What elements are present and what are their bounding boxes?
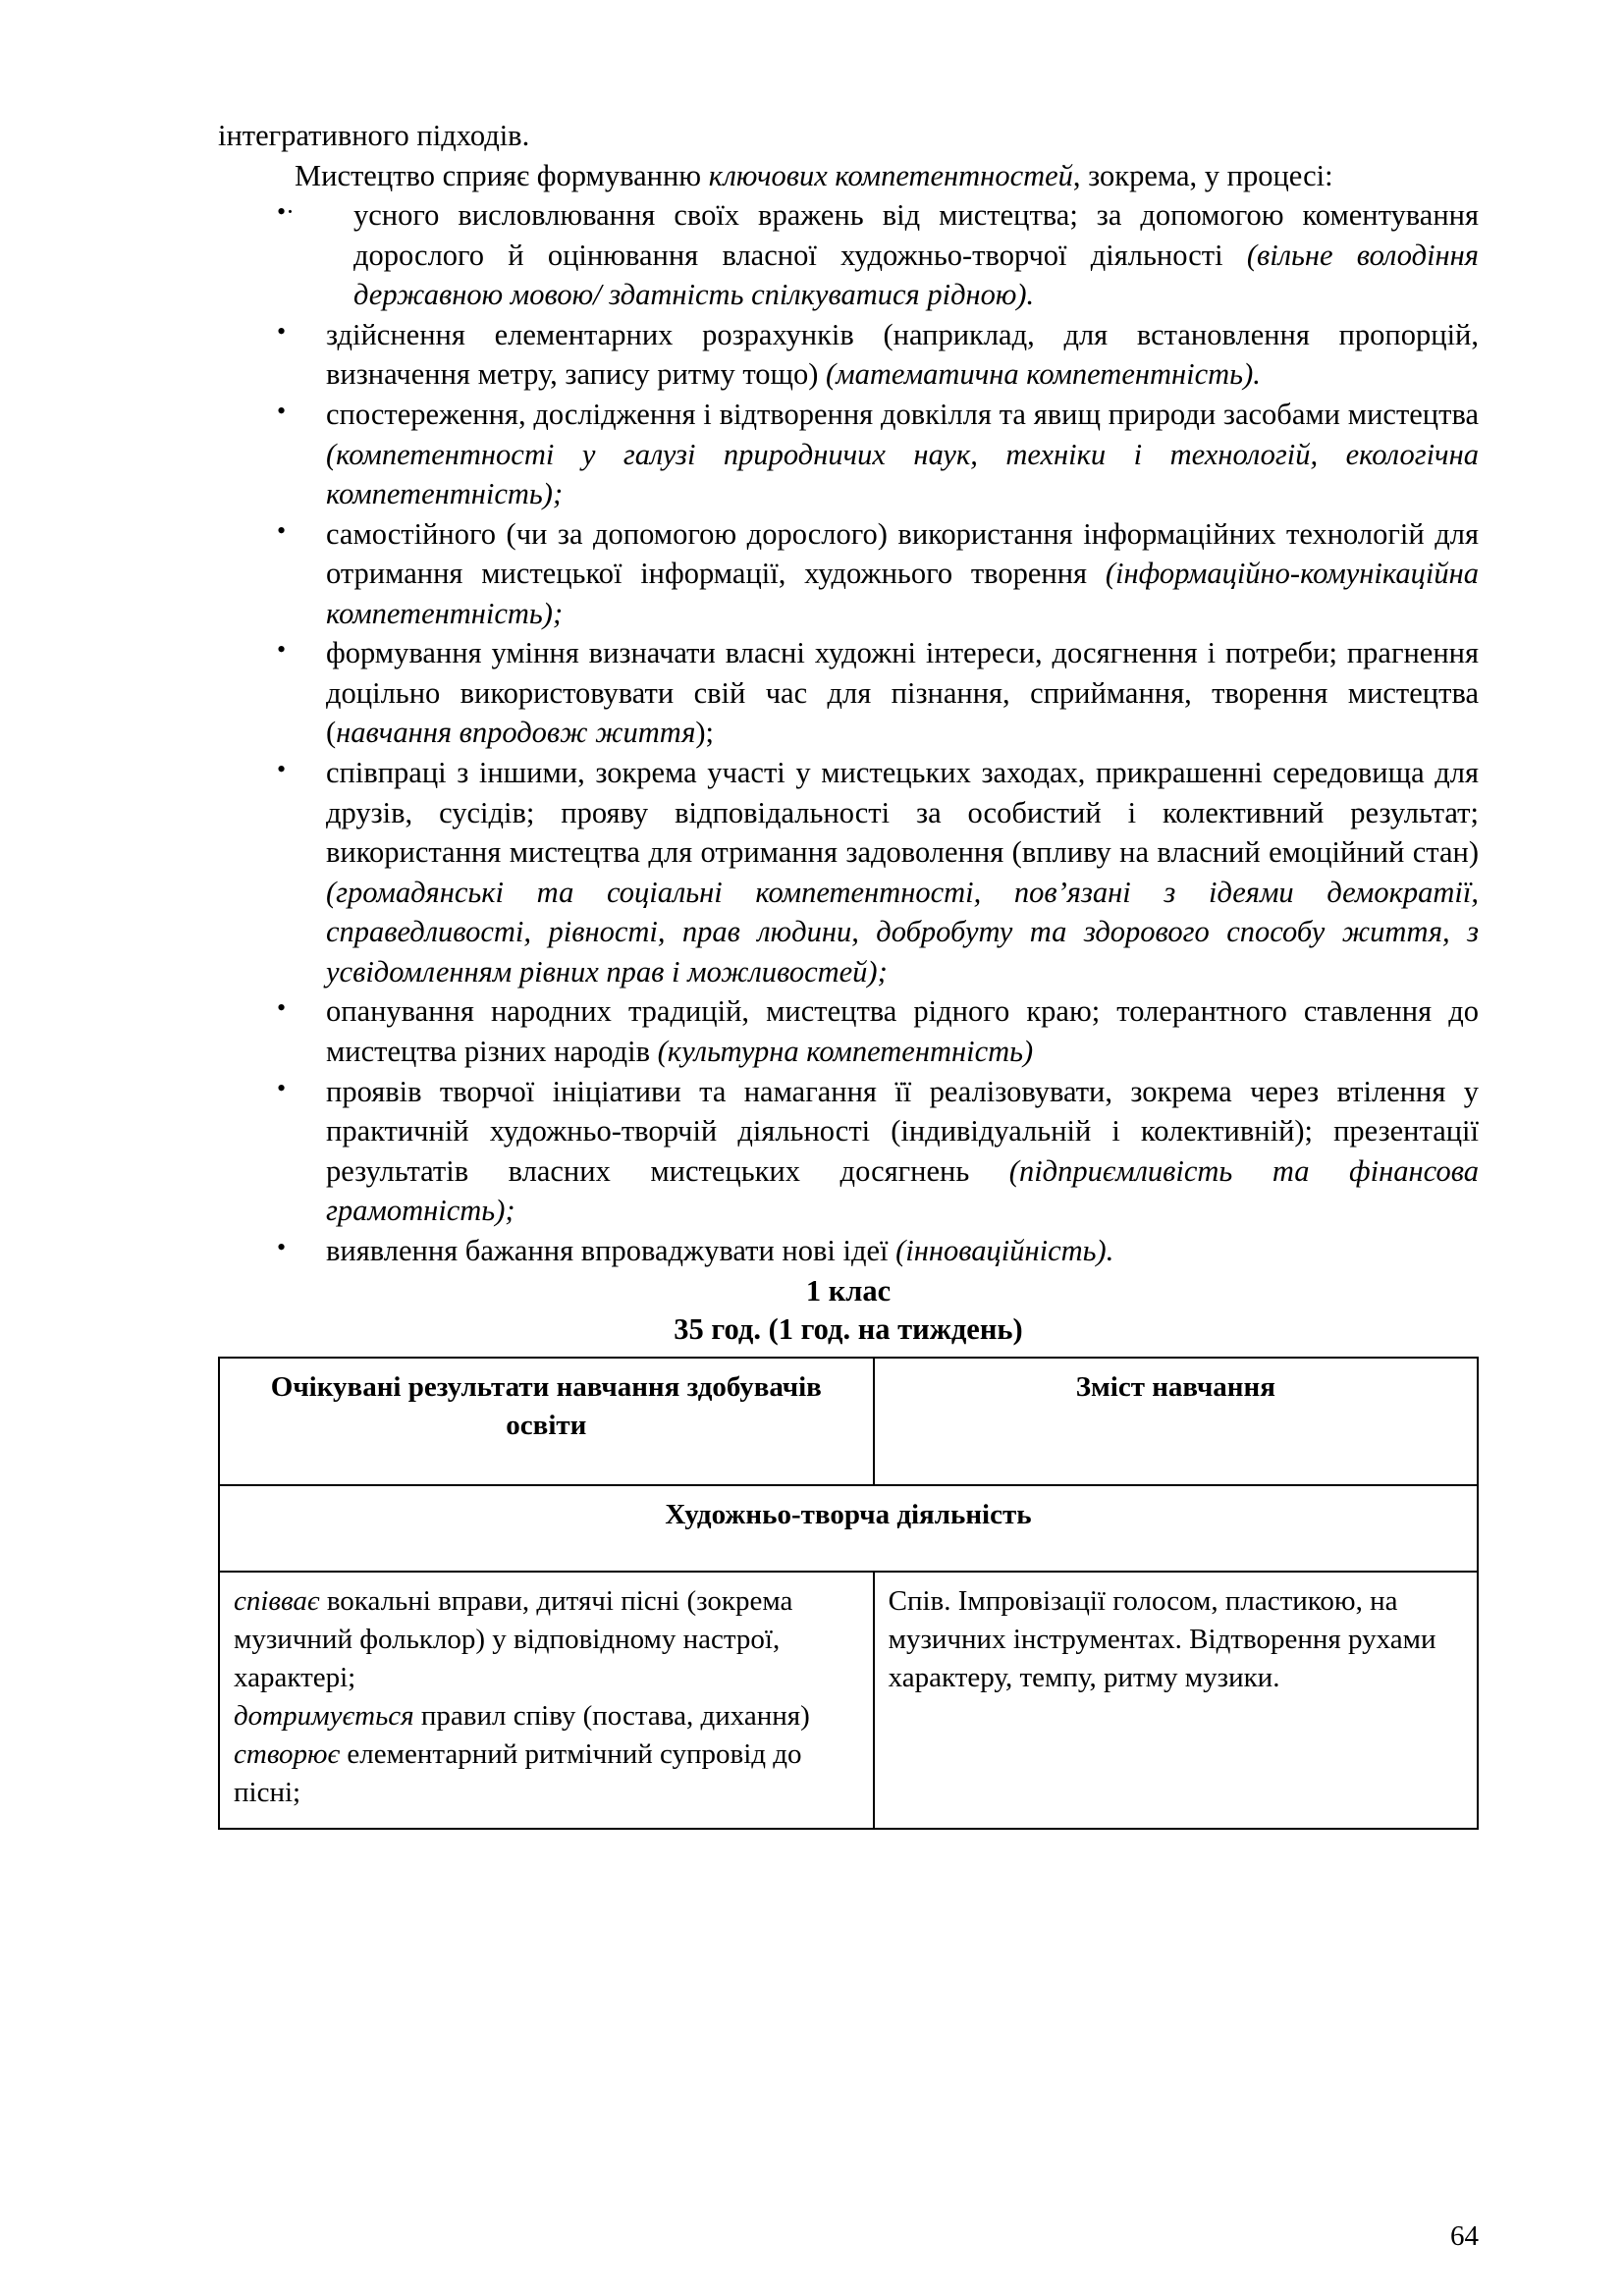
list-item-text: опанування народних традицій, мистецтва рідного краю; толерантного ставлення до мистецтва різних народів bbox=[326, 994, 1479, 1068]
list-item-text: усного висловлювання своїх вражень від мистецтва; за допомогою коментування дорослого й оцінювання власної художньо-творчої діяльності bbox=[353, 198, 1479, 272]
class-heading-line1: 1 клас bbox=[805, 1274, 892, 1308]
paragraph-lead bbox=[218, 156, 1479, 196]
cell-text-2: правил співу (постава, дихання) bbox=[413, 1699, 810, 1732]
verb-dotrymuyetsia: дотримується bbox=[234, 1699, 414, 1732]
column-header-content: Зміст навчання bbox=[874, 1358, 1478, 1485]
list-item-text: формування уміння визначати власні художні інтереси, досягнення і потреби; прагнення доцільно використовувати свій час для пізнання, сприймання, творення мистецтва ( bbox=[326, 636, 1479, 750]
list-item-text: виявлення бажання впроваджувати нові ідеї bbox=[326, 1233, 896, 1267]
table-row bbox=[219, 1572, 1478, 1829]
list-item-text: співпраці з іншими, зокрема участі у мистецьких заходах, прикрашенні середовища для друзів, сусідів; прояву відповідальності за особистий і колективний результат; використання мистецтва для отримання задоволення (впливу на власний емоційний стан) bbox=[326, 756, 1479, 870]
verb-spivaye: співває bbox=[234, 1585, 320, 1618]
bullet-marker-icon: • bbox=[277, 755, 287, 783]
section-title: Художньо-творча діяльність bbox=[219, 1485, 1478, 1572]
list-item-italic: (підприємливість та фінансова грамотність); bbox=[326, 1153, 1479, 1228]
bullet-marker-icon: • bbox=[277, 396, 287, 425]
list-item bbox=[218, 514, 1479, 634]
bullet-marker-icon: •· bbox=[277, 197, 295, 227]
list-item bbox=[218, 753, 1479, 991]
class-heading-line2: 35 год. (1 год. на тиждень) bbox=[674, 1312, 1023, 1347]
list-item-italic: (математична компетентність). bbox=[826, 357, 1261, 392]
cell-text-3: елементарний ритмічний супровід до пісні; bbox=[234, 1737, 802, 1808]
list-item-italic: (громадянські та соціальні компетентності, пов’язані з ідеями демократії, справедливості, рівності, прав людини, добробуту та здорового способу життя, з усвідомленням рівних прав і можливостей); bbox=[326, 875, 1479, 988]
cell-text-1: вокальні вправи, дитячі пісні (зокрема музичний фольклор) у відповідному настрої, характері; bbox=[234, 1585, 793, 1694]
verb-stvoryuye: створює bbox=[234, 1737, 341, 1770]
list-item-text: проявів творчої ініціативи та намагання її реалізовувати, зокрема через втілення у практичній художньо-творчій діяльності (індивідуальній і колективній); презентації результатів власних мистецьких досягнень bbox=[326, 1074, 1479, 1188]
lead-text-before: Мистецтво сприяє формуванню bbox=[295, 158, 709, 192]
list-item-italic: (інформаційно-комунікаційна компетентність); bbox=[326, 557, 1479, 630]
list-item bbox=[218, 633, 1479, 753]
list-item-text: спостереження, дослідження і відтворення довкілля та явищ природи засобами мистецтва bbox=[326, 397, 1479, 431]
bullet-marker-icon: • bbox=[277, 515, 287, 545]
bullet-marker-icon: • bbox=[277, 635, 287, 665]
cell-content: Спів. Імпровізації голосом, пластикою, на музичних інструментах. Відтворення рухами характеру, темпу, ритму музики. bbox=[874, 1572, 1478, 1829]
list-item bbox=[218, 195, 1479, 315]
list-item bbox=[218, 991, 1479, 1071]
table-header-row bbox=[219, 1358, 1478, 1485]
bullet-marker-icon: • bbox=[277, 1232, 287, 1261]
lead-text-after: , зокрема, у процесі: bbox=[1072, 158, 1333, 192]
bullet-marker-icon: • bbox=[277, 993, 287, 1023]
curriculum-table bbox=[218, 1357, 1479, 1830]
list-item-text: здійснення елементарних розрахунків (наприклад, для встановлення пропорцій, визначення метру, запису ритму тощо) bbox=[326, 317, 1479, 392]
list-item bbox=[218, 1072, 1479, 1231]
page-number: 64 bbox=[1450, 2220, 1479, 2252]
list-item-italic: (компетентності у галузі природничих наук, техніки і технологій, екологічна компетентність); bbox=[326, 437, 1479, 511]
bullet-marker-icon: • bbox=[277, 316, 287, 346]
bullet-marker-icon: • bbox=[277, 1073, 287, 1102]
list-item bbox=[218, 395, 1479, 514]
table-section-row bbox=[219, 1485, 1478, 1572]
list-item-italic: (інноваційність). bbox=[895, 1233, 1114, 1267]
list-item bbox=[218, 1231, 1479, 1271]
cell-expected-results bbox=[219, 1572, 874, 1829]
list-item bbox=[218, 315, 1479, 395]
list-item-italic: (вільне володіння державною мовою/ здатність спілкуватися рідною). bbox=[353, 238, 1479, 312]
list-item-text: самостійного (чи за допомогою дорослого) використання інформаційних технологій для отримання мистецької інформації, художнього творення bbox=[326, 516, 1479, 591]
paragraph-continued: інтегративного підходів. bbox=[218, 119, 530, 152]
list-item-text-tail: ); bbox=[695, 716, 715, 750]
column-header-expected-results: Очікувані результати навчання здобувачів освіти bbox=[219, 1358, 874, 1485]
list-item-italic: (культурна компетентність) bbox=[657, 1034, 1034, 1068]
lead-text-italic: ключових компетентностей bbox=[708, 158, 1073, 192]
list-item-italic: навчання впродовж життя bbox=[336, 716, 696, 750]
